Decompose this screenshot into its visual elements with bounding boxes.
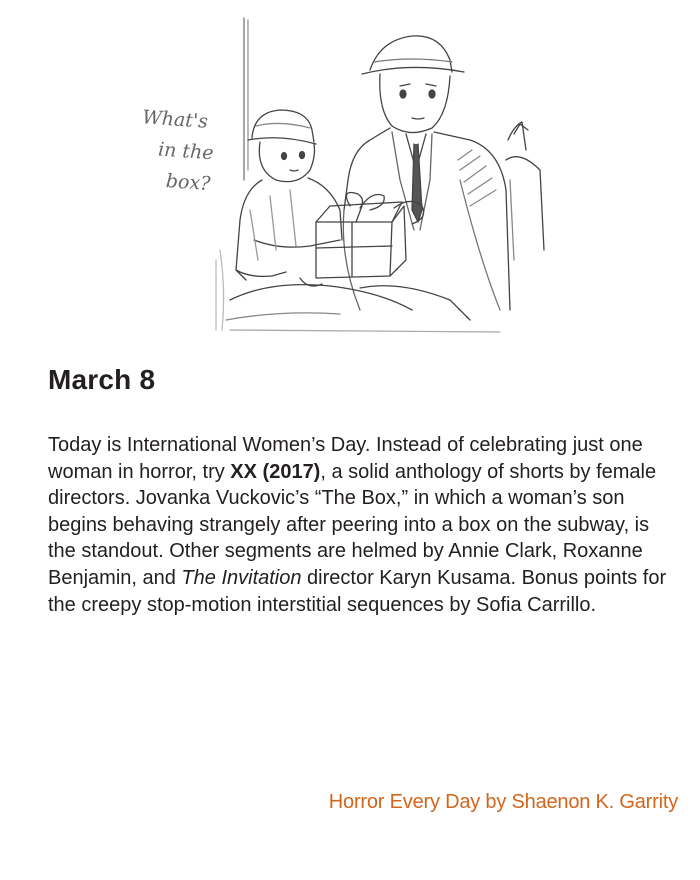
speech-line: What's xyxy=(141,106,209,133)
speech-line: box? xyxy=(165,170,212,196)
entry-text-part: , a solid anthology of shorts by female directors. Jovanka Vuckovic’s “The Box,” in which a woman’s son begins behaving strangely after peering into a box on the subway, is the standout. Other segments are helmed by Annie Clark, Roxanne Benjamin, and xyxy=(48,460,657,589)
invitation-title: The Invitation xyxy=(181,566,302,589)
author-credit: Horror Every Day by Shaenon K. Garrity xyxy=(328,791,678,813)
film-title: XX (2017) xyxy=(230,460,321,483)
speech-line: in the xyxy=(157,138,215,165)
entry-text-part: Today is International Women’s Day. Instead of celebrating just one woman in horror, try xyxy=(48,434,643,483)
entry-text-part: director Karyn Kusama. Bonus points for the creepy stop-motion interstitial sequences by Sofia Carrillo. xyxy=(48,566,667,616)
subway-box-sketch-icon xyxy=(40,10,680,335)
entry-date-heading: March 8 xyxy=(48,364,156,395)
entry-body-text xyxy=(48,432,668,618)
speech-handwriting xyxy=(137,102,253,202)
sketch-illustration xyxy=(40,10,680,335)
